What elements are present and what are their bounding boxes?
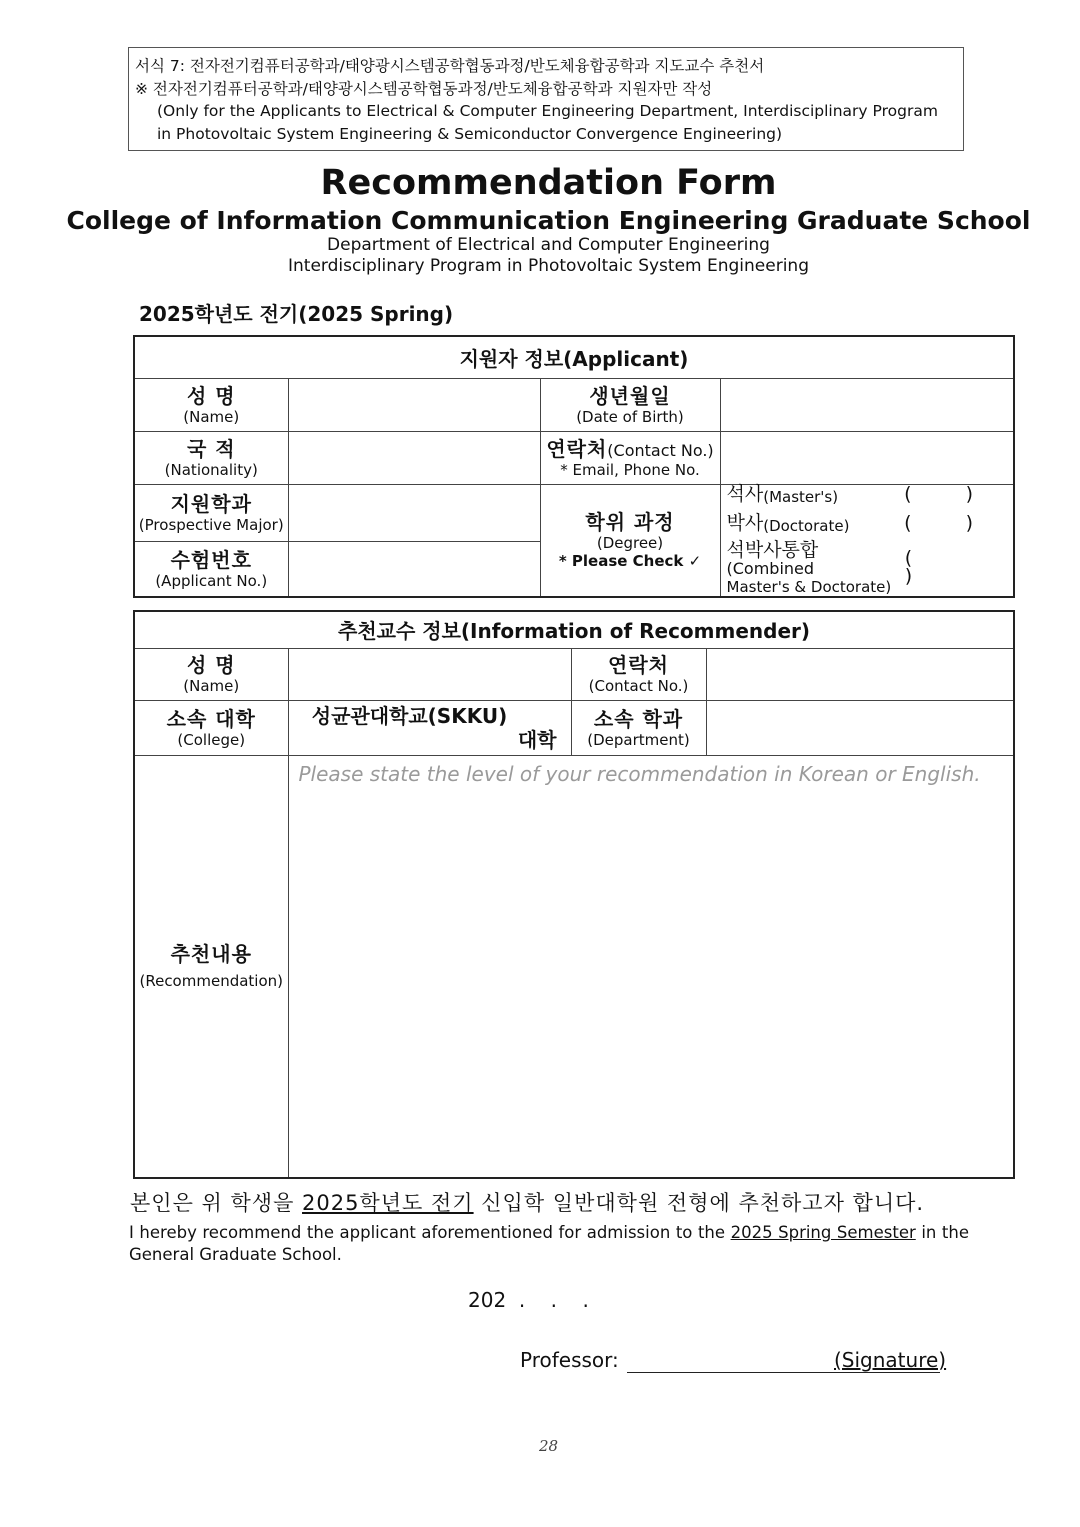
semester-label: 2025학년도 전기(2025 Spring) [139,302,454,326]
degree-label-ko: 학위 과정 [585,510,675,534]
rec-dept-label [571,700,706,755]
department-line-2: Interdisciplinary Program in Photovoltaic System Engineering [288,256,809,276]
dob-label-en: (Date of Birth) [576,407,684,426]
major-label [134,484,288,541]
statement-ko-pre: 본인은 위 학생을 [130,1191,303,1215]
notice-english-2: in Photovoltaic System Engineering & Semiconductor Convergence Engineering) [157,124,783,143]
name-label-ko: 성 명 [186,383,236,408]
recommender-dept-field[interactable] [706,700,1014,755]
exam-label-en: (Applicant No.) [155,571,268,590]
nationality-label-ko: 국 적 [186,436,236,461]
rec-contact-label-en: (Contact No.) [588,677,689,695]
professor-label: Professor: [520,1348,619,1372]
degree-doctorate-ko: 박사 [726,511,764,534]
rec-contact-label [571,648,706,700]
contact-label-ko: 연락처 [546,436,608,461]
degree-combined-en: (Combined [726,558,815,578]
degree-option-combined[interactable] [726,538,1014,596]
rec-college-label-en: (College) [177,730,246,749]
statement-en-post: in the General Graduate School. [129,1223,969,1264]
statement-en-pre: I hereby recommend the applicant aforementioned for admission to the [129,1223,731,1242]
rec-dept-label-en: (Department) [587,730,690,749]
notice-form-title: 서식 7: 전자전기컴퓨터공학과/태양광시스템공학협동과정/반도체융합공학과 지도교수 추천서 [135,57,765,75]
rec-name-label-en: (Name) [183,677,240,695]
date-field[interactable]: 202 . . . [468,1288,589,1312]
applicant-header: 지원자 정보(Applicant) [134,336,1014,378]
statement-ko-post: 신입학 일반대학원 전형에 추천하고자 합니다. [473,1191,925,1215]
degree-option-doctorate[interactable] [726,511,1014,535]
degree-option-masters[interactable] [726,482,1014,506]
major-label-ko: 지원학과 [170,491,252,516]
rec-college-value: 성균관대학교(SKKU) [311,703,508,728]
degree-combined-ko: 석박사통합 [726,538,819,561]
degree-check-note: * Please Check ✓ [558,552,702,570]
recommender-college-field[interactable] [288,700,571,755]
major-label-en: (Prospective Major) [138,515,284,534]
notice-english-1: (Only for the Applicants to Electrical & Computer Engineering Department, Interdisciplinary Program [157,102,938,120]
dob-label [540,378,720,431]
rec-content-label [134,755,288,1178]
recommendation-text-area[interactable]: Please state the level of your recommendation in Korean or English. [288,755,1014,1178]
degree-label-en: (Degree) [596,534,664,552]
applicant-nationality-field[interactable] [288,431,540,484]
rec-college-value-suffix: 대학 [517,727,557,752]
recommender-header: 추천교수 정보(Information of Recommender) [134,611,1014,648]
department-line-1: Department of Electrical and Computer Engineering [327,235,770,255]
applicant-contact-field[interactable] [720,431,1014,484]
applicant-major-field[interactable] [288,484,540,541]
statement-ko-semester: 2025학년도 전기 [302,1191,474,1215]
nationality-label [134,431,288,484]
degree-doctorate-en: (Doctorate) [763,516,850,535]
rec-dept-label-ko: 소속 학과 [593,706,684,731]
page-subtitle: College of Information Communication Engineering Graduate School [66,206,1031,235]
signature-label: (Signature) [834,1348,947,1372]
degree-options [720,484,1014,597]
notice-box [128,47,964,151]
notice-instruction: ※ 전자전기컴퓨터공학과/태양광시스템공학협동과정/반도체융합공학과 지원자만 작성 [135,79,713,98]
contact-label-en: (Contact No.) [607,440,714,460]
degree-doctorate-checkbox[interactable]: ( ) [904,511,998,534]
page-title: Recommendation Form [320,163,777,203]
name-label-en: (Name) [183,407,240,426]
recommender-table [133,610,1015,1179]
degree-masters-checkbox[interactable]: ( ) [904,482,998,505]
rec-college-label-ko: 소속 대학 [166,706,256,731]
degree-combined-en-2: Master's & Doctorate) [726,577,892,596]
dob-label-ko: 생년월일 [589,383,671,408]
statement-en-semester: 2025 Spring Semester [730,1223,916,1242]
rec-contact-label-ko: 연락처 [608,653,669,677]
statement-korean [130,1187,924,1217]
rec-content-label-en: (Recommendation) [139,972,283,991]
contact-note: * Email, Phone No. [560,460,700,479]
degree-masters-en: (Master's) [763,487,839,506]
recommender-name-field[interactable] [288,648,571,700]
degree-label [540,484,720,597]
rec-college-label [134,700,288,755]
recommender-contact-field[interactable] [706,648,1014,700]
applicant-dob-field[interactable] [720,378,1014,431]
exam-label-ko: 수험번호 [170,547,252,572]
rec-name-label-ko: 성 명 [186,653,236,677]
exam-label [134,541,288,596]
nationality-label-en: (Nationality) [164,460,258,479]
rec-name-label [134,648,288,700]
applicant-number-field[interactable] [288,541,540,596]
name-label [134,378,288,431]
statement-english [129,1222,969,1266]
applicant-name-field[interactable] [288,378,540,431]
page-number: 28 [538,1437,559,1455]
contact-label [540,431,720,484]
applicant-table [133,335,1015,598]
degree-combined-checkbox[interactable]: ( ) [904,546,937,587]
rec-content-label-ko: 추천내용 [170,942,252,967]
signature-line[interactable] [627,1372,940,1373]
degree-masters-ko: 석사 [726,482,764,505]
